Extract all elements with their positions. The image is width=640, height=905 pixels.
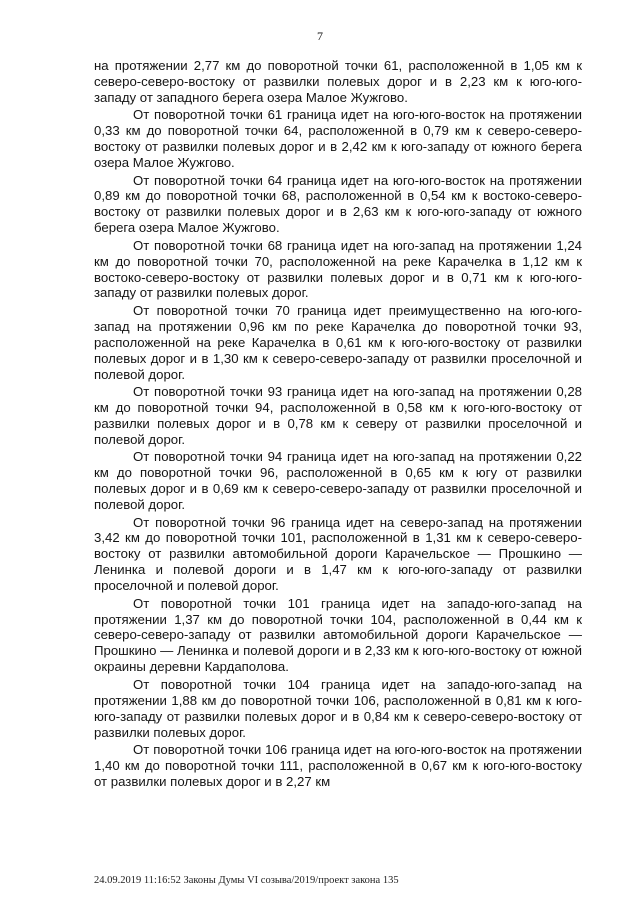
document-footer: 24.09.2019 11:16:52 Законы Думы VI созыва/2019/проект закона 135 [94, 875, 399, 886]
paragraph: на протяжении 2,77 км до поворотной точки 61, расположенной в 1,05 км к северо-северо-востоку от развилки полевых дорог и в 2,23 км к юго-юго-западу от западного берега озера Малое Жужгово. [94, 58, 582, 105]
paragraph: От поворотной точки 64 граница идет на юго-юго-восток на протяжении 0,89 км до поворотной точки 68, расположенной в 0,54 км к востоко-северо-востоку от развилки полевых дорог и в 2,63 км к юго-юго-западу от южного берега озера Малое Жужгово. [94, 172, 582, 236]
paragraph: От поворотной точки 96 граница идет на северо-запад на протяжении 3,42 км до поворотной точки 101, расположенной в 1,31 км к северо-северо-востоку от развилки автомобильной дороги Карачельское — Прошкино — Ленинка и полевой дороги и в 1,47 км к юго-юго-западу от развилки проселочной и полевой дорог. [94, 514, 582, 594]
document-body [94, 58, 582, 791]
paragraph: От поворотной точки 94 граница идет на юго-запад на протяжении 0,22 км до поворотной точки 96, расположенной в 0,65 км к югу от развилки полевых дорог и в 0,69 км к северо-северо-западу от развилки проселочной и полевой дорог. [94, 449, 582, 513]
paragraph: От поворотной точки 68 граница идет на юго-запад на протяжении 1,24 км до поворотной точки 70, расположенной на реке Карачелка в 1,12 км к востоко-северо-востоку от развилки полевых дорог и в 0,71 км к юго-юго-западу от развилки полевых дорог. [94, 237, 582, 301]
paragraph: От поворотной точки 106 граница идет на юго-юго-восток на протяжении 1,40 км до поворотной точки 111, расположенной в 0,67 км к юго-юго-востоку от развилки полевых дорог и в 2,27 км [94, 742, 582, 789]
paragraph: От поворотной точки 101 граница идет на западо-юго-запад на протяжении 1,37 км до поворотной точки 104, расположенной в 0,44 км к северо-северо-западу от развилки автомобильной дороги Карачельское — Прошкино — Ленинка и полевой дороги и в 2,33 км к юго-юго-востоку от южной окраины деревни Кардаполова. [94, 595, 582, 675]
paragraph: От поворотной точки 104 граница идет на западо-юго-запад на протяжении 1,88 км до поворотной точки 106, расположенной в 0,81 км к юго-юго-западу от развилки полевых дорог и в 0,84 км к северо-северо-востоку от развилки полевых дорог. [94, 676, 582, 740]
paragraph: От поворотной точки 61 граница идет на юго-юго-восток на протяжении 0,33 км до поворотной точки 64, расположенной в 0,79 км к северо-северо-востоку от развилки полевых дорог и в 2,42 км к юго-западу от южного берега озера Малое Жужгово. [94, 107, 582, 171]
paragraph: От поворотной точки 70 граница идет преимущественно на юго-юго-запад на протяжении 0,96 км по реке Карачелка до поворотной точки 93, расположенной на реке Карачелка в 0,61 км к юго-юго-востоку от развилки полевых дорог и в 1,30 км к северо-северо-западу от развилки проселочной и полевой дорог. [94, 302, 582, 382]
page-number: 7 [317, 29, 323, 43]
paragraph: От поворотной точки 93 граница идет на юго-запад на протяжении 0,28 км до поворотной точки 94, расположенной в 0,58 км к юго-юго-востоку от развилки полевых дорог и в 0,78 км к северу от развилки проселочной и полевой дорог. [94, 384, 582, 447]
